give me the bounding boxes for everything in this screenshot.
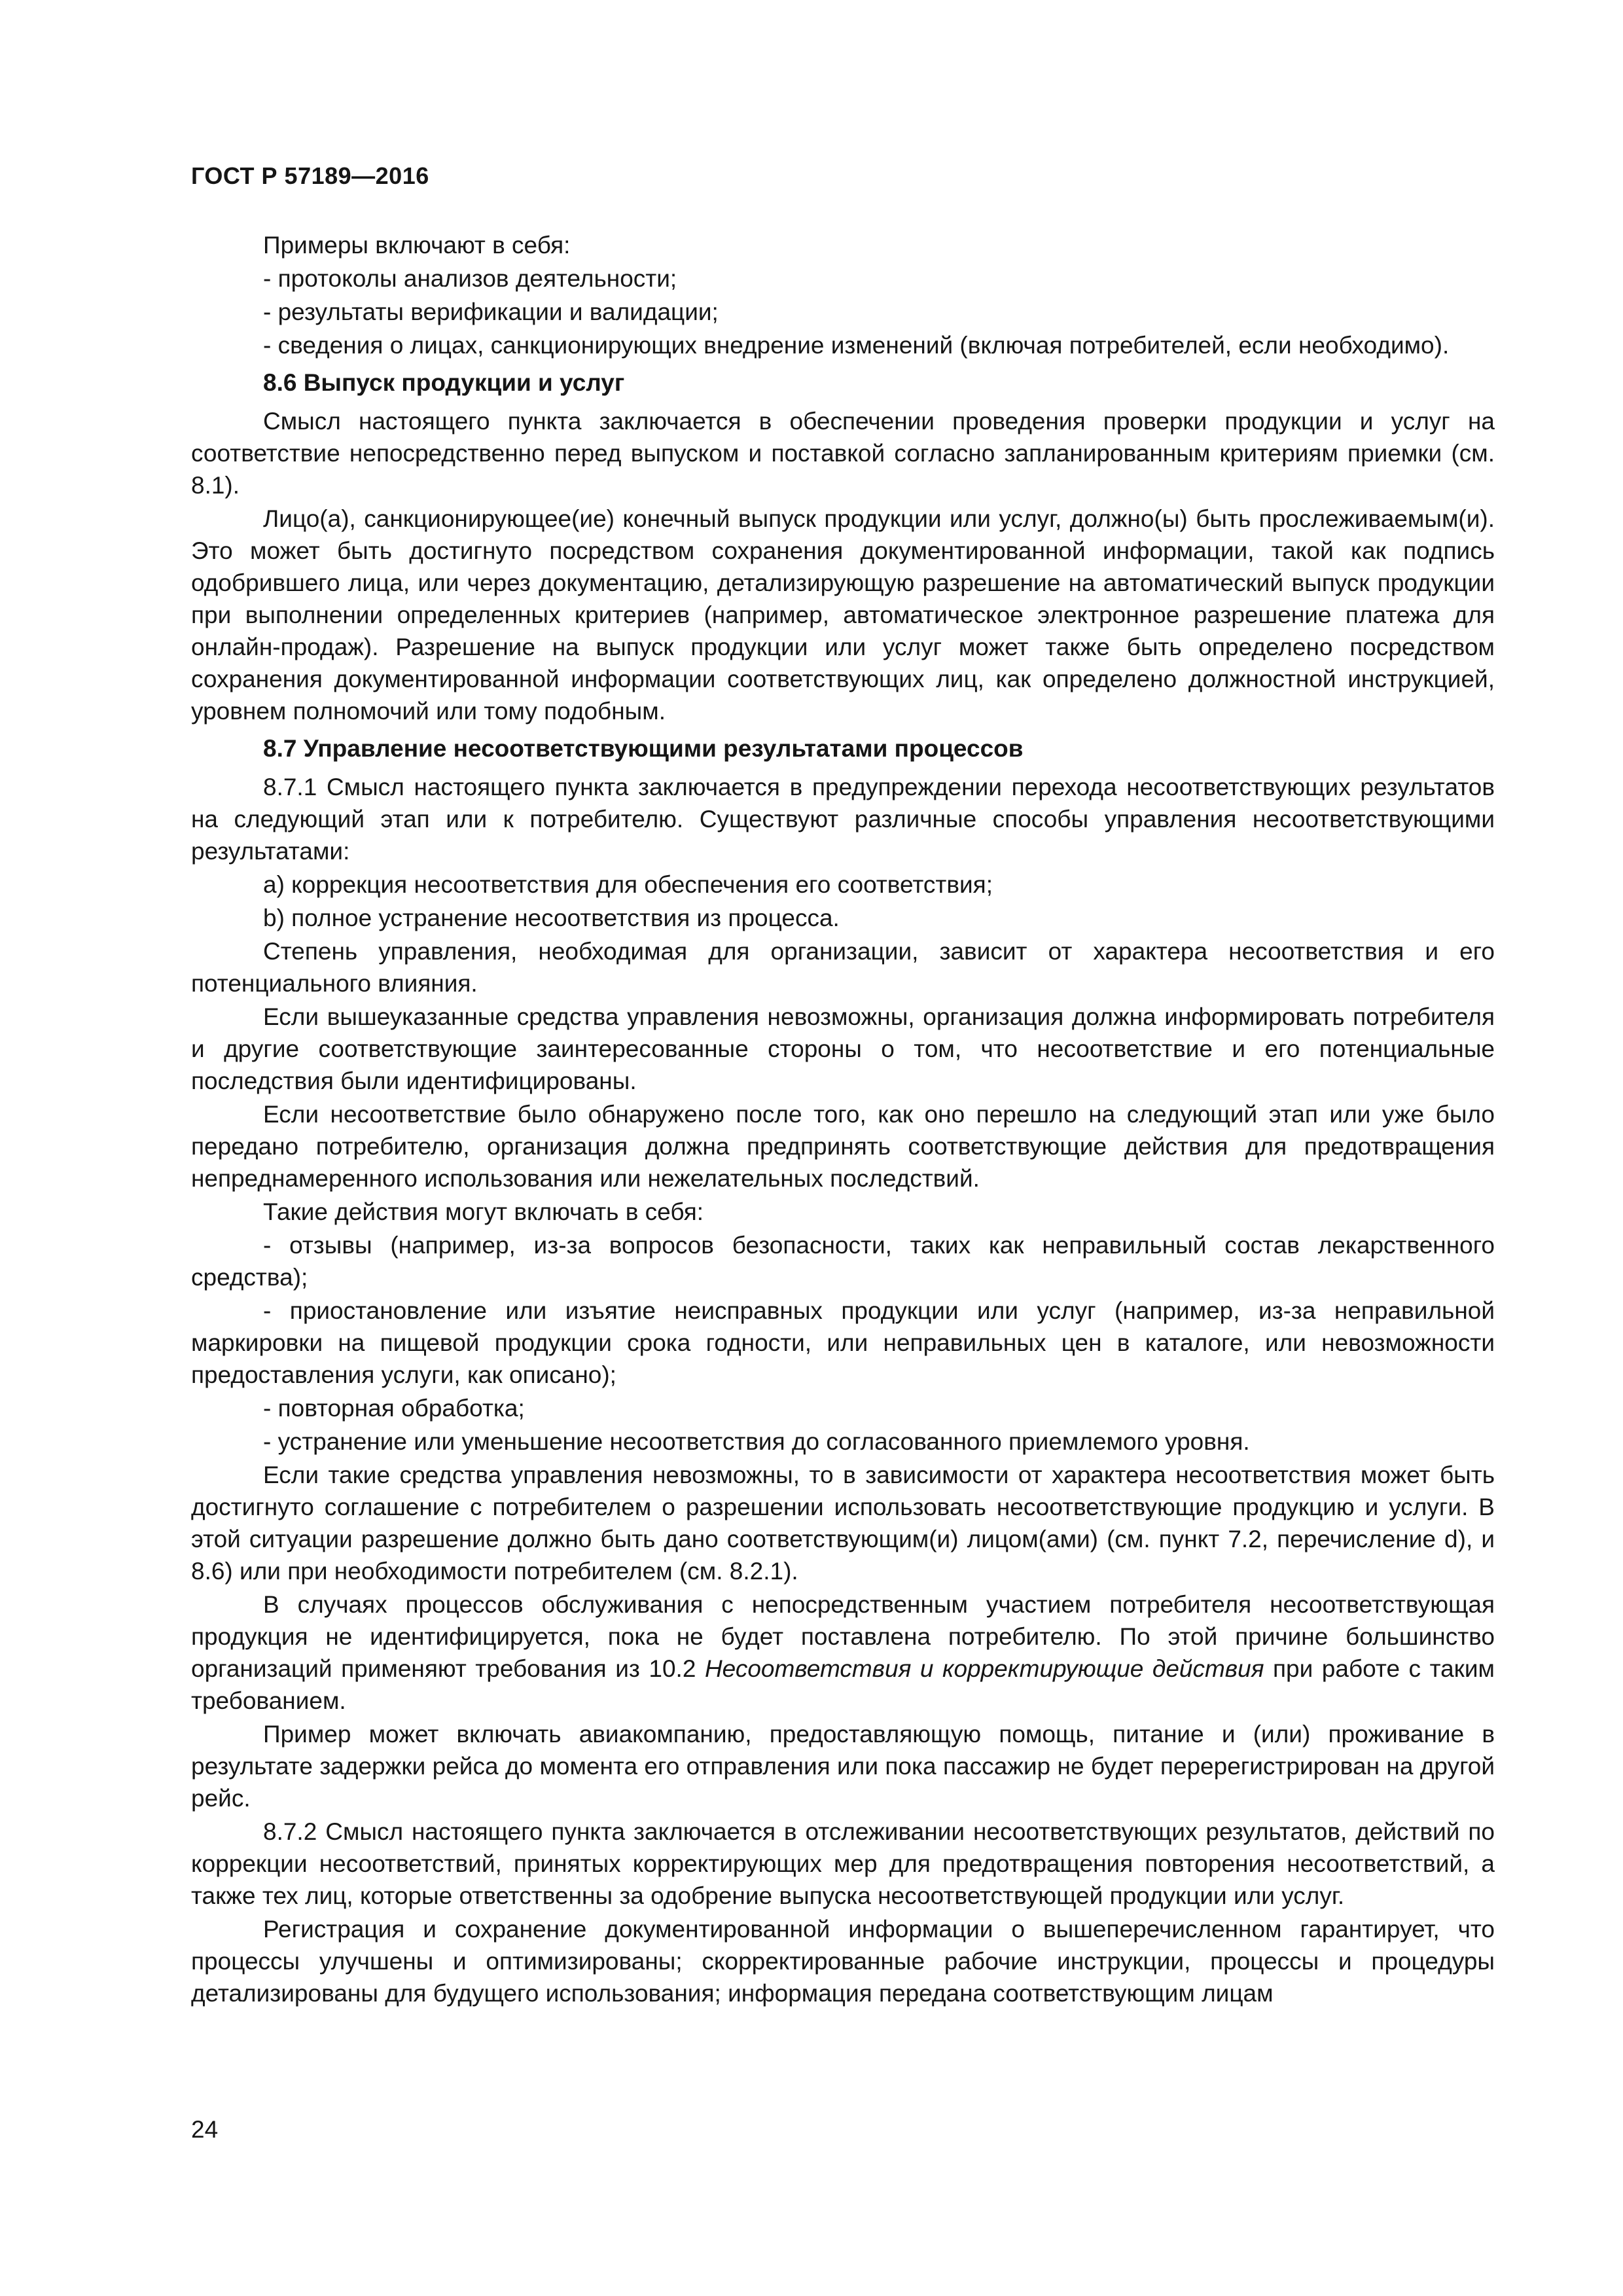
section-heading-8-6: 8.6 Выпуск продукции и услуг (263, 369, 625, 396)
list-item: - отзывы (например, из-за вопросов безопасности, таких как неправильный состав лекарственного средства); (191, 1232, 1495, 1291)
list-item: - результаты верификации и валидации; (263, 298, 719, 325)
paragraph-text: В случаях процессов обслуживания с непосредственным участием потребителя несоответствующая продукция не идентифицируется, пока не будет поставлена потребителю. По этой причине большинство организаций применяют требования из 10.2 (191, 1591, 1495, 1682)
list-item: b) полное устранение несоответствия из процесса. (263, 905, 840, 931)
paragraph: Если несоответствие было обнаружено после того, как оно перешло на следующий этап или уже было передано потребителю, организация должна предпринять соответствующие действия для предотвращения непреднамеренного использования или нежелательных последствий. (191, 1101, 1495, 1192)
paragraph: Лицо(а), санкционирующее(ие) конечный выпуск продукции или услуг, должно(ы) быть прослеживаемым(и). Это может быть достигнуто посредством сохранения документированной информации, такой как подпись одобрившего лица, или через документацию, детализирующую разрешение на автоматический выпуск продукции при выполнении определенных критериев (например, автоматическое электронное разрешение платежа для онлайн-продаж). Разрешение на выпуск продукции или услуг может также быть определено посредством сохранения документированной информации соответствующих лиц, как определено должностной инструкцией, уровнем полномочий или тому подобным. (191, 505, 1495, 725)
document-body (191, 229, 1495, 2011)
cross-reference-title: Несоответствия и корректирующие действия (704, 1655, 1264, 1682)
paragraph: Степень управления, необходимая для организации, зависит от характера несоответствия и его потенциального влияния. (191, 938, 1495, 997)
page-number: 24 (191, 2116, 219, 2143)
document-header-standard: ГОСТ Р 57189—2016 (191, 162, 429, 189)
paragraph-text: при работе с таким требованием. (191, 1655, 1495, 1714)
list-item: - приостановление или изъятие неисправных продукции или услуг (например, из-за неправильной маркировки на пищевой продукции срока годности, или неправильных цен в каталоге, или невозможности предоставления услуги, как описано); (191, 1297, 1495, 1388)
list-item: - протоколы анализов деятельности; (263, 265, 677, 292)
paragraph (191, 1588, 1495, 1717)
list-item: - устранение или уменьшение несоответствия до согласованного приемлемого уровня. (263, 1428, 1250, 1455)
list-item: - повторная обработка; (263, 1395, 525, 1422)
paragraph: 8.7.1 Смысл настоящего пункта заключается в предупреждении перехода несоответствующих результатов на следующий этап или к потребителю. Существуют различные способы управления несоответствующими результатами: (191, 774, 1495, 865)
paragraph: Регистрация и сохранение документированной информации о вышеперечисленном гарантирует, что процессы улучшены и оптимизированы; скорректированные рабочие инструкции, процессы и процедуры детализированы для будущего использования; информация передана соответствующим лицам (191, 1916, 1495, 2007)
list-item: - сведения о лицах, санкционирующих внедрение изменений (включая потребителей, если необходимо). (263, 332, 1450, 359)
paragraph: Пример может включать авиакомпанию, предоставляющую помощь, питание и (или) проживание в результате задержки рейса до момента его отправления или пока пассажир не будет перерегистрирован на другой рейс. (191, 1721, 1495, 1812)
list-item: a) коррекция несоответствия для обеспечения его соответствия; (263, 871, 993, 898)
paragraph: Смысл настоящего пункта заключается в обеспечении проведения проверки продукции и услуг на соответствие непосредственно перед выпуском и поставкой согласно запланированным критериям приемки (см. 8.1). (191, 408, 1495, 499)
paragraph: Такие действия могут включать в себя: (263, 1198, 704, 1225)
paragraph: Примеры включают в себя: (263, 232, 571, 259)
paragraph: 8.7.2 Смысл настоящего пункта заключается в отслеживании несоответствующих результатов, действий по коррекции несоответствий, принятых корректирующих мер для предотвращения повторения несоответствий, а также тех лиц, которые ответственны за одобрение выпуска несоответствующей продукции или услуг. (191, 1818, 1495, 1909)
paragraph: Если вышеуказанные средства управления невозможны, организация должна информировать потребителя и другие соответствующие заинтересованные стороны о том, что несоответствие и его потенциальные последствия были идентифицированы. (191, 1003, 1495, 1094)
section-heading-8-7: 8.7 Управление несоответствующими результатами процессов (263, 735, 1024, 762)
paragraph: Если такие средства управления невозможны, то в зависимости от характера несоответствия может быть достигнуто соглашение с потребителем о разрешении использовать несоответствующие продукцию и услуги. В этой ситуации разрешение должно быть дано соответствующим(и) лицом(ами) (см. пункт 7.2, перечисление d), и 8.6) или при необходимости потребителем (см. 8.2.1). (191, 1462, 1495, 1585)
